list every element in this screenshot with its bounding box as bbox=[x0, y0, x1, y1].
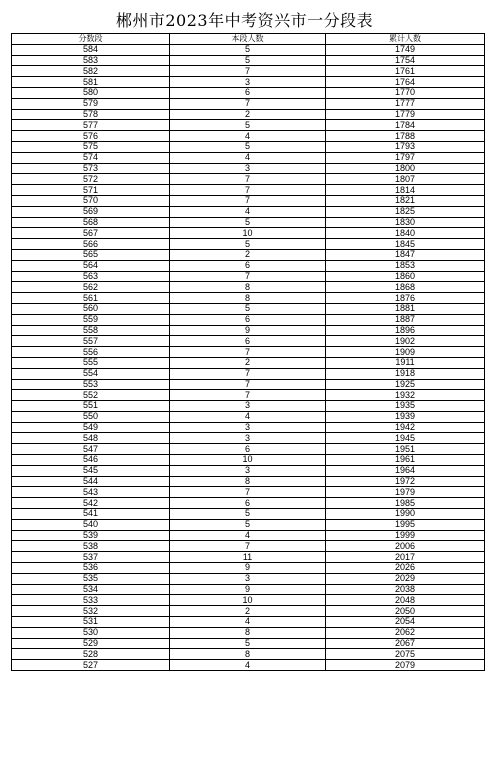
cumulative-count-cell: 1935 bbox=[326, 401, 485, 412]
table-row bbox=[12, 271, 485, 282]
column-header-segment-count: 本段人数 bbox=[170, 34, 326, 45]
score-cell: 549 bbox=[12, 422, 170, 433]
cumulative-count-cell: 1951 bbox=[326, 444, 485, 455]
segment-count-cell: 4 bbox=[170, 131, 326, 142]
table-row bbox=[12, 530, 485, 541]
table-row bbox=[12, 303, 485, 314]
cumulative-count-cell: 1985 bbox=[326, 498, 485, 509]
score-cell: 536 bbox=[12, 563, 170, 574]
table-row bbox=[12, 411, 485, 422]
score-cell: 558 bbox=[12, 325, 170, 336]
cumulative-count-cell: 1972 bbox=[326, 476, 485, 487]
cumulative-count-cell: 1797 bbox=[326, 152, 485, 163]
table-row bbox=[12, 260, 485, 271]
segment-count-cell: 10 bbox=[170, 455, 326, 466]
score-cell: 580 bbox=[12, 87, 170, 98]
table-row bbox=[12, 509, 485, 520]
table-row bbox=[12, 174, 485, 185]
table-row bbox=[12, 282, 485, 293]
score-cell: 532 bbox=[12, 606, 170, 617]
table-row bbox=[12, 433, 485, 444]
score-cell: 577 bbox=[12, 120, 170, 131]
table-row bbox=[12, 131, 485, 142]
score-cell: 547 bbox=[12, 444, 170, 455]
cumulative-count-cell: 1830 bbox=[326, 217, 485, 228]
cumulative-count-cell: 2006 bbox=[326, 541, 485, 552]
table-row bbox=[12, 66, 485, 77]
segment-count-cell: 7 bbox=[170, 390, 326, 401]
table-row bbox=[12, 498, 485, 509]
table-row bbox=[12, 563, 485, 574]
table-row bbox=[12, 379, 485, 390]
segment-count-cell: 4 bbox=[170, 206, 326, 217]
score-cell: 541 bbox=[12, 509, 170, 520]
cumulative-count-cell: 1942 bbox=[326, 422, 485, 433]
table-row bbox=[12, 163, 485, 174]
segment-count-cell: 4 bbox=[170, 617, 326, 628]
cumulative-count-cell: 1784 bbox=[326, 120, 485, 131]
cumulative-count-cell: 1995 bbox=[326, 519, 485, 530]
cumulative-count-cell: 1749 bbox=[326, 44, 485, 55]
segment-count-cell: 4 bbox=[170, 411, 326, 422]
table-row bbox=[12, 152, 485, 163]
cumulative-count-cell: 1800 bbox=[326, 163, 485, 174]
table-row bbox=[12, 44, 485, 55]
segment-count-cell: 9 bbox=[170, 563, 326, 574]
score-cell: 560 bbox=[12, 303, 170, 314]
score-cell: 571 bbox=[12, 185, 170, 196]
score-cell: 550 bbox=[12, 411, 170, 422]
score-cell: 551 bbox=[12, 401, 170, 412]
table-row bbox=[12, 109, 485, 120]
segment-count-cell: 6 bbox=[170, 498, 326, 509]
table-row bbox=[12, 649, 485, 660]
cumulative-count-cell: 1887 bbox=[326, 314, 485, 325]
segment-count-cell: 5 bbox=[170, 120, 326, 131]
table-row bbox=[12, 368, 485, 379]
score-cell: 540 bbox=[12, 519, 170, 530]
score-cell: 548 bbox=[12, 433, 170, 444]
score-cell: 576 bbox=[12, 131, 170, 142]
table-row bbox=[12, 595, 485, 606]
score-cell: 561 bbox=[12, 293, 170, 304]
score-cell: 565 bbox=[12, 249, 170, 260]
column-header-cumulative-count: 累计人数 bbox=[326, 34, 485, 45]
table-row bbox=[12, 487, 485, 498]
segment-count-cell: 5 bbox=[170, 141, 326, 152]
cumulative-count-cell: 2048 bbox=[326, 595, 485, 606]
table-row bbox=[12, 239, 485, 250]
table-row bbox=[12, 206, 485, 217]
segment-count-cell: 7 bbox=[170, 487, 326, 498]
table-row bbox=[12, 519, 485, 530]
table-row bbox=[12, 249, 485, 260]
table-row bbox=[12, 660, 485, 671]
segment-count-cell: 7 bbox=[170, 174, 326, 185]
score-cell: 554 bbox=[12, 368, 170, 379]
table-row bbox=[12, 444, 485, 455]
cumulative-count-cell: 2075 bbox=[326, 649, 485, 660]
score-cell: 528 bbox=[12, 649, 170, 660]
score-cell: 537 bbox=[12, 552, 170, 563]
cumulative-count-cell: 1964 bbox=[326, 465, 485, 476]
segment-count-cell: 8 bbox=[170, 649, 326, 660]
table-row bbox=[12, 465, 485, 476]
cumulative-count-cell: 1979 bbox=[326, 487, 485, 498]
segment-count-cell: 5 bbox=[170, 509, 326, 520]
segment-count-cell: 8 bbox=[170, 293, 326, 304]
score-cell: 553 bbox=[12, 379, 170, 390]
table-row bbox=[12, 476, 485, 487]
score-cell: 582 bbox=[12, 66, 170, 77]
score-cell: 534 bbox=[12, 584, 170, 595]
segment-count-cell: 2 bbox=[170, 606, 326, 617]
segment-count-cell: 2 bbox=[170, 357, 326, 368]
segment-count-cell: 7 bbox=[170, 195, 326, 206]
score-cell: 573 bbox=[12, 163, 170, 174]
segment-count-cell: 5 bbox=[170, 217, 326, 228]
cumulative-count-cell: 1754 bbox=[326, 55, 485, 66]
score-cell: 570 bbox=[12, 195, 170, 206]
segment-count-cell: 6 bbox=[170, 87, 326, 98]
table-row bbox=[12, 141, 485, 152]
cumulative-count-cell: 1932 bbox=[326, 390, 485, 401]
cumulative-count-cell: 2026 bbox=[326, 563, 485, 574]
cumulative-count-cell: 2050 bbox=[326, 606, 485, 617]
table-row bbox=[12, 455, 485, 466]
segment-count-cell: 5 bbox=[170, 239, 326, 250]
score-cell: 563 bbox=[12, 271, 170, 282]
score-cell: 555 bbox=[12, 357, 170, 368]
score-cell: 564 bbox=[12, 260, 170, 271]
segment-count-cell: 5 bbox=[170, 55, 326, 66]
table-row bbox=[12, 77, 485, 88]
score-cell: 578 bbox=[12, 109, 170, 120]
segment-count-cell: 3 bbox=[170, 401, 326, 412]
cumulative-count-cell: 1770 bbox=[326, 87, 485, 98]
score-cell: 567 bbox=[12, 228, 170, 239]
segment-count-cell: 7 bbox=[170, 541, 326, 552]
score-cell: 556 bbox=[12, 347, 170, 358]
table-row bbox=[12, 422, 485, 433]
segment-count-cell: 5 bbox=[170, 44, 326, 55]
segment-count-cell: 3 bbox=[170, 465, 326, 476]
segment-count-cell: 7 bbox=[170, 271, 326, 282]
segment-count-cell: 5 bbox=[170, 519, 326, 530]
cumulative-count-cell: 1845 bbox=[326, 239, 485, 250]
cumulative-count-cell: 1881 bbox=[326, 303, 485, 314]
table-header-row bbox=[12, 34, 485, 45]
score-cell: 542 bbox=[12, 498, 170, 509]
table-row bbox=[12, 314, 485, 325]
table-row bbox=[12, 606, 485, 617]
segment-count-cell: 3 bbox=[170, 77, 326, 88]
score-cell: 530 bbox=[12, 627, 170, 638]
segment-count-cell: 4 bbox=[170, 152, 326, 163]
segment-count-cell: 7 bbox=[170, 347, 326, 358]
segment-count-cell: 10 bbox=[170, 595, 326, 606]
cumulative-count-cell: 1939 bbox=[326, 411, 485, 422]
segment-count-cell: 8 bbox=[170, 627, 326, 638]
score-cell: 562 bbox=[12, 282, 170, 293]
table-row bbox=[12, 228, 485, 239]
cumulative-count-cell: 1961 bbox=[326, 455, 485, 466]
cumulative-count-cell: 1825 bbox=[326, 206, 485, 217]
score-cell: 566 bbox=[12, 239, 170, 250]
table-row bbox=[12, 390, 485, 401]
cumulative-count-cell: 2017 bbox=[326, 552, 485, 563]
cumulative-count-cell: 1847 bbox=[326, 249, 485, 260]
segment-count-cell: 3 bbox=[170, 573, 326, 584]
score-cell: 538 bbox=[12, 541, 170, 552]
cumulative-count-cell: 1902 bbox=[326, 336, 485, 347]
score-cell: 533 bbox=[12, 595, 170, 606]
table-body bbox=[12, 44, 485, 670]
table-row bbox=[12, 573, 485, 584]
score-cell: 559 bbox=[12, 314, 170, 325]
column-header-score: 分数段 bbox=[12, 34, 170, 45]
score-cell: 529 bbox=[12, 638, 170, 649]
page-title: 郴州市2023年中考资兴市一分段表 bbox=[115, 11, 374, 30]
table-row bbox=[12, 195, 485, 206]
score-distribution-table bbox=[11, 33, 485, 671]
segment-count-cell: 3 bbox=[170, 163, 326, 174]
score-cell: 569 bbox=[12, 206, 170, 217]
segment-count-cell: 11 bbox=[170, 552, 326, 563]
table-row bbox=[12, 584, 485, 595]
score-cell: 579 bbox=[12, 98, 170, 109]
segment-count-cell: 4 bbox=[170, 530, 326, 541]
cumulative-count-cell: 1840 bbox=[326, 228, 485, 239]
segment-count-cell: 10 bbox=[170, 228, 326, 239]
score-cell: 581 bbox=[12, 77, 170, 88]
score-cell: 535 bbox=[12, 573, 170, 584]
segment-count-cell: 5 bbox=[170, 638, 326, 649]
segment-count-cell: 8 bbox=[170, 476, 326, 487]
table-row bbox=[12, 217, 485, 228]
score-cell: 557 bbox=[12, 336, 170, 347]
segment-count-cell: 2 bbox=[170, 109, 326, 120]
score-cell: 539 bbox=[12, 530, 170, 541]
table-row bbox=[12, 185, 485, 196]
cumulative-count-cell: 1945 bbox=[326, 433, 485, 444]
cumulative-count-cell: 2079 bbox=[326, 660, 485, 671]
table-row bbox=[12, 552, 485, 563]
cumulative-count-cell: 1777 bbox=[326, 98, 485, 109]
cumulative-count-cell: 1814 bbox=[326, 185, 485, 196]
cumulative-count-cell: 2062 bbox=[326, 627, 485, 638]
score-cell: 575 bbox=[12, 141, 170, 152]
score-cell: 531 bbox=[12, 617, 170, 628]
score-cell: 546 bbox=[12, 455, 170, 466]
cumulative-count-cell: 2029 bbox=[326, 573, 485, 584]
segment-count-cell: 6 bbox=[170, 336, 326, 347]
cumulative-count-cell: 1868 bbox=[326, 282, 485, 293]
score-cell: 544 bbox=[12, 476, 170, 487]
score-cell: 543 bbox=[12, 487, 170, 498]
segment-count-cell: 2 bbox=[170, 249, 326, 260]
cumulative-count-cell: 1779 bbox=[326, 109, 485, 120]
cumulative-count-cell: 1909 bbox=[326, 347, 485, 358]
table-row bbox=[12, 293, 485, 304]
segment-count-cell: 5 bbox=[170, 303, 326, 314]
cumulative-count-cell: 1876 bbox=[326, 293, 485, 304]
table-row bbox=[12, 347, 485, 358]
cumulative-count-cell: 1788 bbox=[326, 131, 485, 142]
table-row bbox=[12, 541, 485, 552]
cumulative-count-cell: 2054 bbox=[326, 617, 485, 628]
cumulative-count-cell: 1999 bbox=[326, 530, 485, 541]
cumulative-count-cell: 1911 bbox=[326, 357, 485, 368]
score-cell: 574 bbox=[12, 152, 170, 163]
segment-count-cell: 4 bbox=[170, 660, 326, 671]
segment-count-cell: 9 bbox=[170, 584, 326, 595]
cumulative-count-cell: 1807 bbox=[326, 174, 485, 185]
score-cell: 572 bbox=[12, 174, 170, 185]
cumulative-count-cell: 1860 bbox=[326, 271, 485, 282]
score-cell: 568 bbox=[12, 217, 170, 228]
segment-count-cell: 8 bbox=[170, 282, 326, 293]
segment-count-cell: 3 bbox=[170, 422, 326, 433]
score-cell: 584 bbox=[12, 44, 170, 55]
cumulative-count-cell: 1918 bbox=[326, 368, 485, 379]
segment-count-cell: 7 bbox=[170, 379, 326, 390]
segment-count-cell: 7 bbox=[170, 185, 326, 196]
cumulative-count-cell: 1853 bbox=[326, 260, 485, 271]
cumulative-count-cell: 1764 bbox=[326, 77, 485, 88]
segment-count-cell: 6 bbox=[170, 444, 326, 455]
table-row bbox=[12, 336, 485, 347]
table-row bbox=[12, 401, 485, 412]
cumulative-count-cell: 1896 bbox=[326, 325, 485, 336]
score-cell: 552 bbox=[12, 390, 170, 401]
segment-count-cell: 7 bbox=[170, 98, 326, 109]
table-row bbox=[12, 617, 485, 628]
table-row bbox=[12, 98, 485, 109]
segment-count-cell: 9 bbox=[170, 325, 326, 336]
table-row bbox=[12, 55, 485, 66]
table-row bbox=[12, 627, 485, 638]
score-cell: 583 bbox=[12, 55, 170, 66]
table-row bbox=[12, 87, 485, 98]
segment-count-cell: 7 bbox=[170, 368, 326, 379]
segment-count-cell: 6 bbox=[170, 314, 326, 325]
table-row bbox=[12, 357, 485, 368]
cumulative-count-cell: 2038 bbox=[326, 584, 485, 595]
cumulative-count-cell: 1761 bbox=[326, 66, 485, 77]
table-row bbox=[12, 638, 485, 649]
cumulative-count-cell: 2067 bbox=[326, 638, 485, 649]
cumulative-count-cell: 1821 bbox=[326, 195, 485, 206]
score-cell: 527 bbox=[12, 660, 170, 671]
table-row bbox=[12, 325, 485, 336]
cumulative-count-cell: 1793 bbox=[326, 141, 485, 152]
score-cell: 545 bbox=[12, 465, 170, 476]
table-row bbox=[12, 120, 485, 131]
cumulative-count-cell: 1990 bbox=[326, 509, 485, 520]
segment-count-cell: 7 bbox=[170, 66, 326, 77]
segment-count-cell: 3 bbox=[170, 433, 326, 444]
cumulative-count-cell: 1925 bbox=[326, 379, 485, 390]
segment-count-cell: 6 bbox=[170, 260, 326, 271]
